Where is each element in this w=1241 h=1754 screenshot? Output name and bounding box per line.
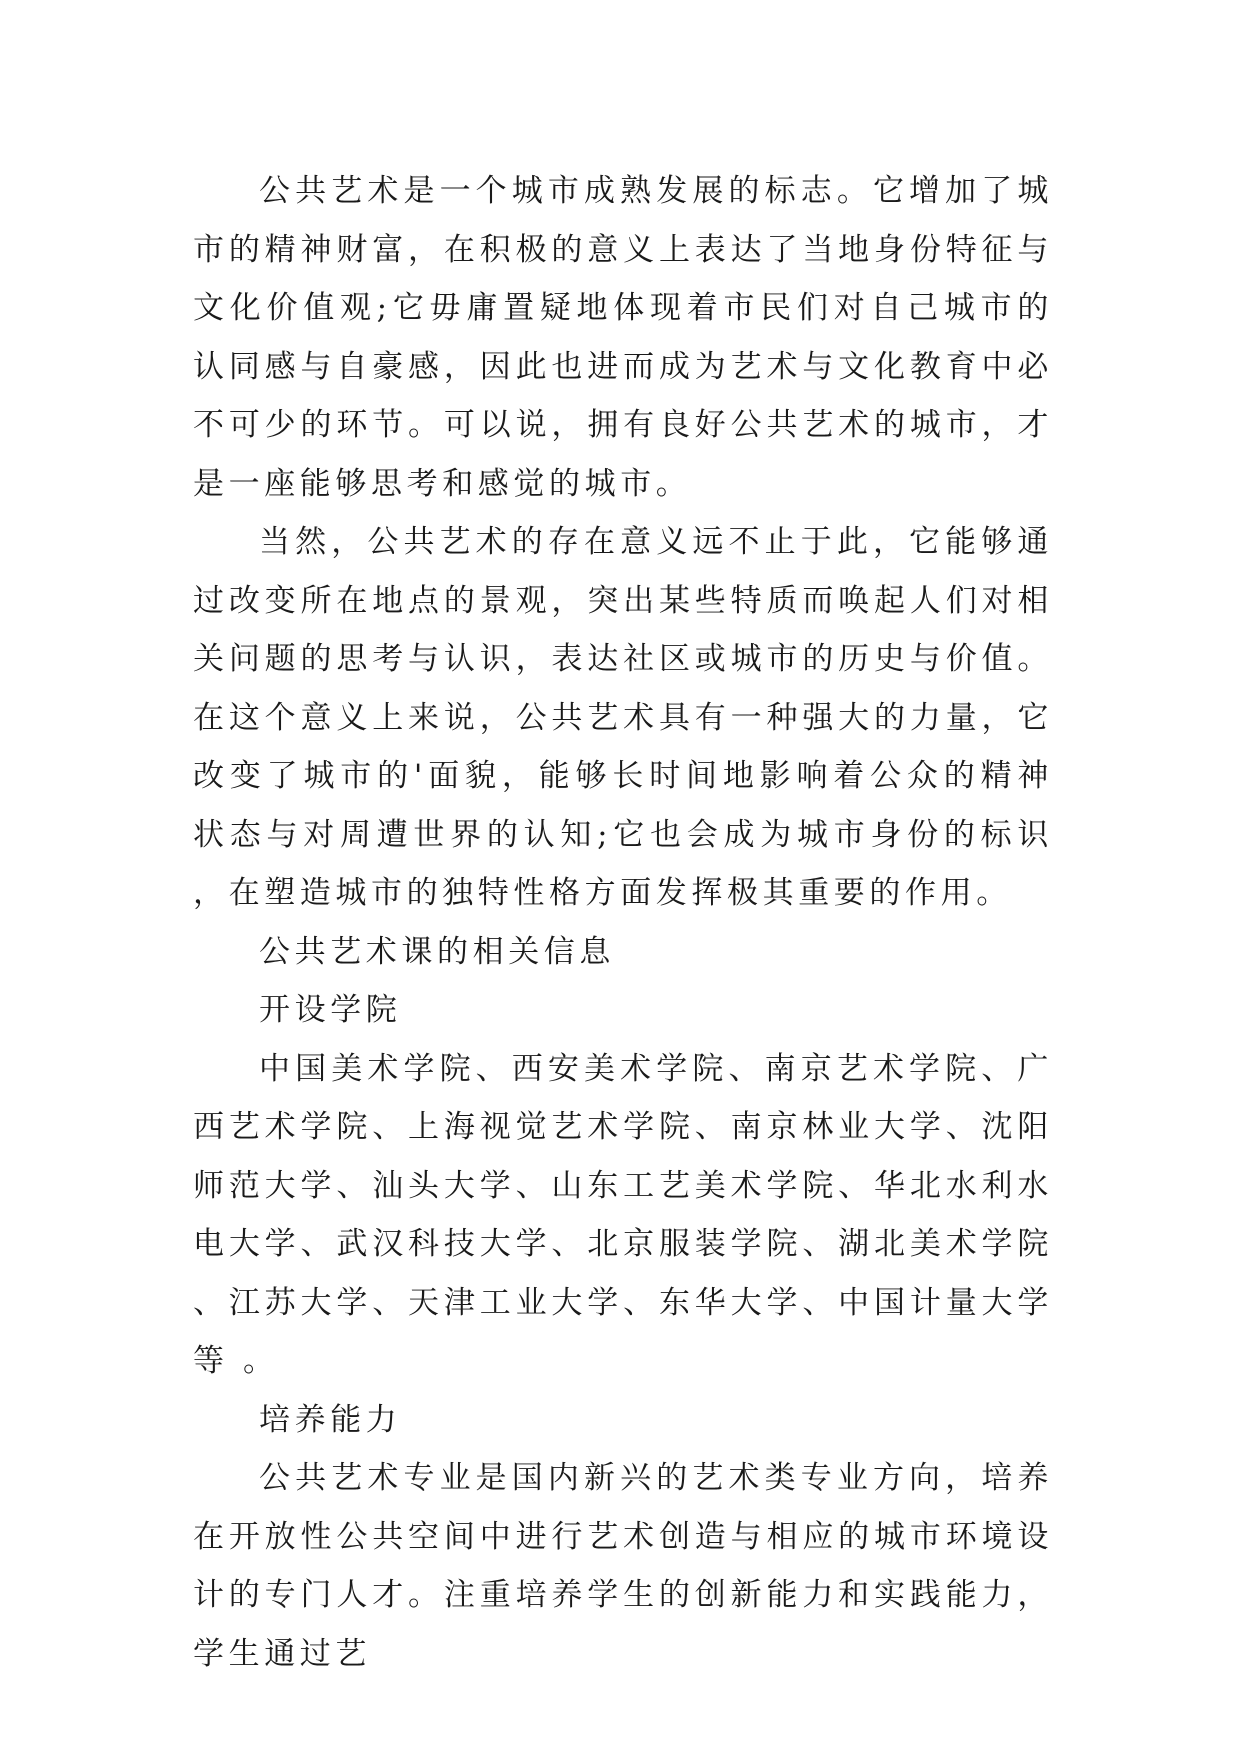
section-heading-training-ability: 培养能力 — [259, 1401, 402, 1438]
paragraph-training-ability: 公共艺术专业是国内新兴的艺术类专业方向，培养在开放性公共空间中进行艺术创造与相应的城市环境设计的专门人才。注重培养学生的创新能力和实践能力，学生通过艺 — [193, 1460, 1053, 1672]
section-heading-course-info: 公共艺术课的相关信息 — [259, 933, 615, 970]
paragraph-colleges-list: 中国美术学院、西安美术学院、南京艺术学院、广西艺术学院、上海视觉艺术学院、南京林业大学、沈阳师范大学、汕头大学、山东工艺美术学院、华北水利水电大学、武汉科技大学、北京服装学院、湖北美术学院、江苏大学、天津工业大学、东华大学、中国计量大学等 。 — [193, 1050, 1053, 1379]
section-heading-colleges: 开设学院 — [259, 992, 402, 1028]
paragraph-public-art-significance: 公共艺术是一个城市成熟发展的标志。它增加了城市的精神财富，在积极的意义上表达了当地身份特征与文化价值观;它毋庸置疑地体现着市民们对自己城市的认同感与自豪感，因此也进而成为艺术与文化教育中必不可少的环节。可以说，拥有良好公共艺术的城市，才是一座能够思考和感觉的城市。 — [193, 173, 1053, 502]
paragraph-public-art-meaning: 当然，公共艺术的存在意义远不止于此，它能够通过改变所在地点的景观，突出某些特质而唤起人们对相关问题的思考与认识，表达社区或城市的历史与价值。在这个意义上来说，公共艺术具有一种强大的力量，它改变了城市的'面貌，能够长时间地影响着公众的精神状态与对周遭世界的认知;它也会成为城市身份的标识，在塑造城市的独特性格方面发挥极其重要的作用。 — [193, 524, 1053, 911]
document-body — [193, 162, 1053, 1683]
